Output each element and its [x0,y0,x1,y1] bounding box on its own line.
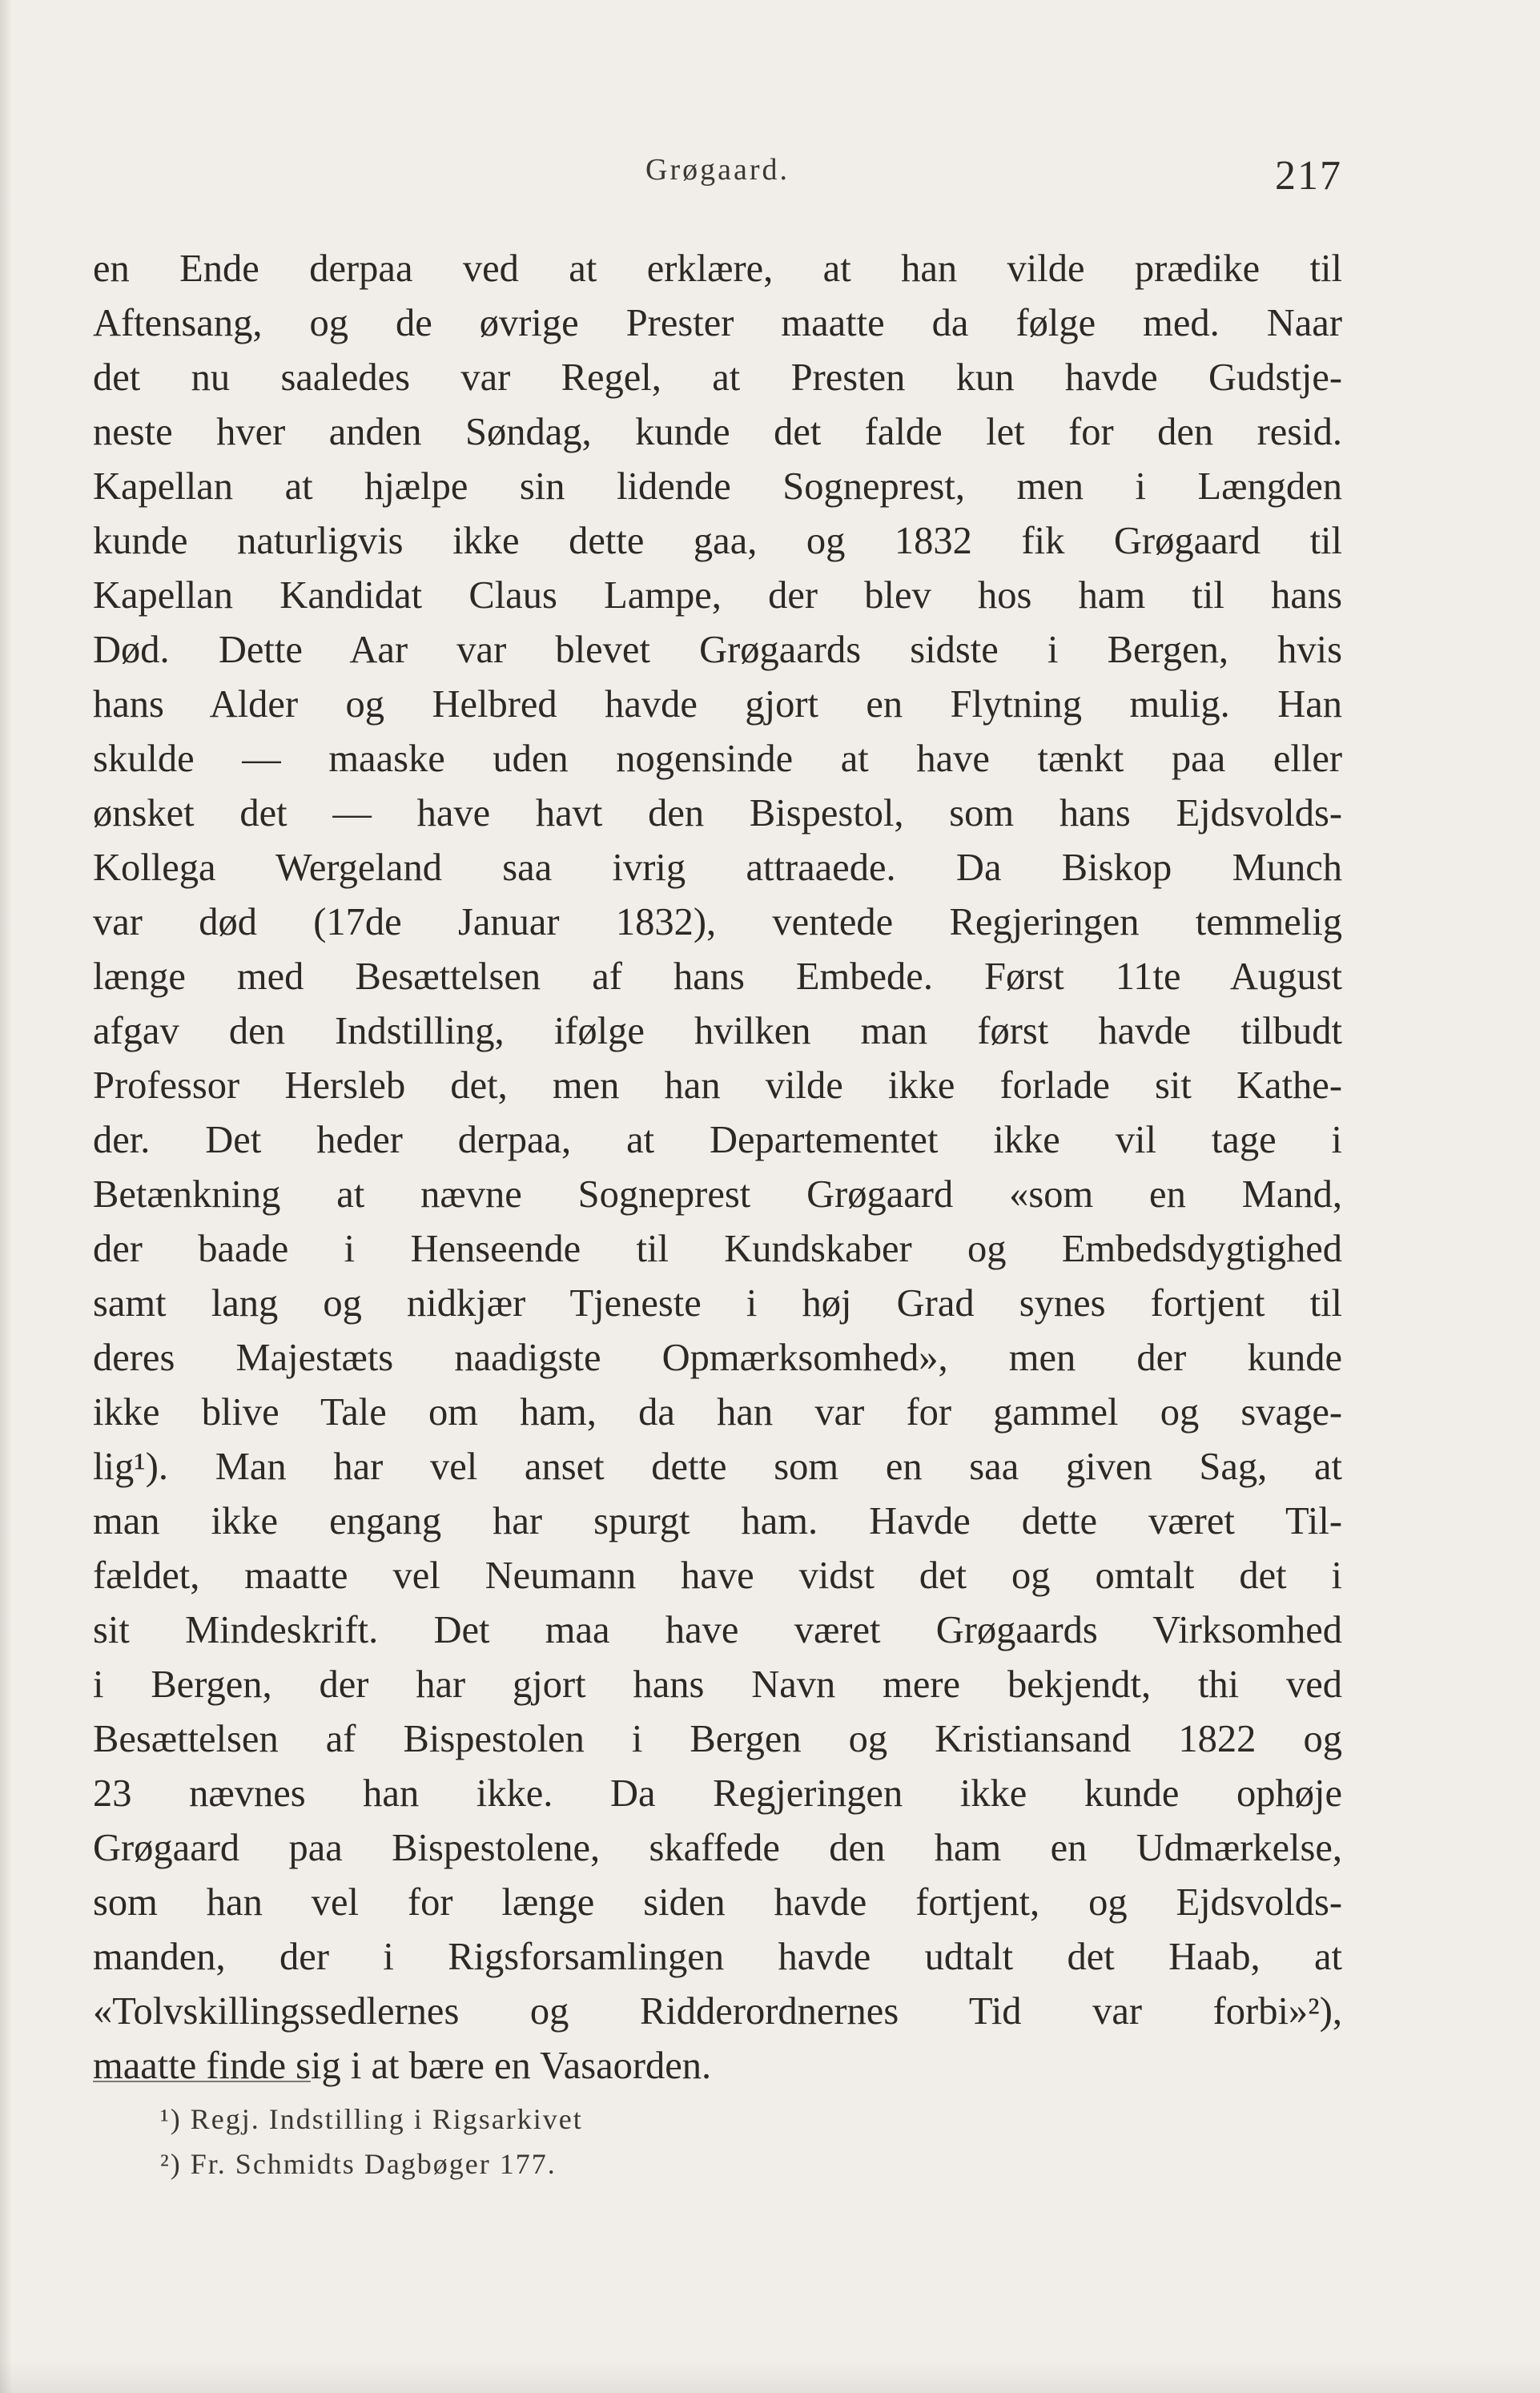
text-line: det nu saaledes var Regel, at Presten kun havde Gudstje- [93,356,1342,399]
text-line: Besættelsen af Bispestolen i Bergen og Kristiansand 1822 og [93,1718,1342,1760]
text-line: var død (17de Januar 1832), ventede Regjeringen temmelig [93,901,1342,943]
text-line: Kapellan Kandidat Claus Lampe, der blev hos ham til hans [93,574,1342,617]
text-line: man ikke engang har spurgt ham. Havde dette været Til- [93,1500,1342,1542]
text-line: Død. Dette Aar var blevet Grøgaards sidste i Bergen, hvis [93,629,1342,671]
text-line: en Ende derpaa ved at erklære, at han vilde prædike til [93,247,1342,290]
text-line: 23 nævnes han ikke. Da Regjeringen ikke kunde ophøje [93,1772,1342,1815]
text-line: deres Majestæts naadigste Opmærksomhed», men der kunde [93,1337,1342,1379]
text-line: som han vel for længe siden havde fortjent, og Ejdsvolds- [93,1881,1342,1924]
text-line: der baade i Henseende til Kundskaber og Embedsdygtighed [93,1228,1342,1270]
text-line: neste hver anden Søndag, kunde det falde let for den resid. [93,411,1342,453]
running-title: Grøgaard. [645,153,790,187]
text-line: samt lang og nidkjær Tjeneste i høj Grad synes fortjent til [93,1282,1342,1325]
text-line: længe med Besættelsen af hans Embede. Først 11te August [93,955,1342,998]
text-line: Aftensang, og de øvrige Prester maatte da følge med. Naar [93,302,1342,344]
text-line: Kollega Wergeland saa ivrig attraaede. Da Biskop Munch [93,847,1342,889]
text-line-last: maatte finde sig i at bære en Vasaorden. [93,2045,712,2087]
text-line: sit Mindeskrift. Det maa have været Grøgaards Virksomhed [93,1609,1342,1651]
text-line: kunde naturligvis ikke dette gaa, og 1832 fik Grøgaard til [93,520,1342,562]
text-line: Professor Hersleb det, men han vilde ikke forlade sit Kathe- [93,1064,1342,1107]
text-line: hans Alder og Helbred havde gjort en Flytning mulig. Han [93,683,1342,726]
text-line: ikke blive Tale om ham, da han var for gammel og svage- [93,1391,1342,1434]
text-line: Kapellan at hjælpe sin lidende Sogneprest, men i Længden [93,465,1342,508]
page-header [93,152,1342,208]
text-line: afgav den Indstilling, ifølge hvilken man først havde tilbudt [93,1010,1342,1052]
footnote-2: ²) Fr. Schmidts Dagbøger 177. [160,2148,557,2180]
text-line: skulde — maaske uden nogensinde at have tænkt paa eller [93,738,1342,780]
text-line: lig¹). Man har vel anset dette som en saa given Sag, at [93,1446,1342,1488]
text-line: Betænkning at nævne Sogneprest Grøgaard «som en Mand, [93,1173,1342,1216]
text-line: «Tolvskillingssedlernes og Ridderordnernes Tid var forbi»²), [93,1990,1342,2033]
text-line: der. Det heder derpaa, at Departementet ikke vil tage i [93,1119,1342,1161]
footnotes [160,2097,881,2186]
footnote-rule [93,2081,311,2082]
page-number: 217 [1275,153,1342,199]
text-line: Grøgaard paa Bispestolene, skaffede den ham en Udmærkelse, [93,1827,1342,1869]
text-line: fældet, maatte vel Neumann have vidst det og omtalt det i [93,1554,1342,1597]
page-bottom-shade [0,2361,1540,2393]
text-line: i Bergen, der har gjort hans Navn mere bekjendt, thi ved [93,1663,1342,1706]
page-edge [0,0,11,2393]
body-text [93,242,1342,2093]
text-line: ønsket det — have havt den Bispestol, som hans Ejdsvolds- [93,792,1342,835]
text-line: manden, der i Rigsforsamlingen havde udtalt det Haab, at [93,1936,1342,1978]
footnote-1: ¹) Regj. Indstilling i Rigsarkivet [160,2103,583,2135]
